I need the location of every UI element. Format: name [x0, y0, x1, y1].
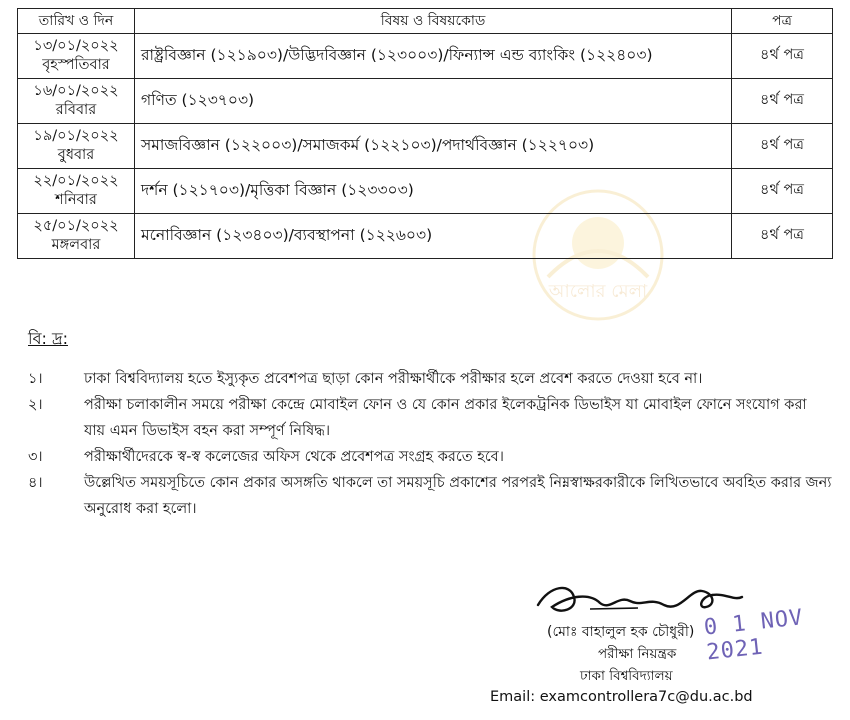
date-text: ১৯/০১/২০২২: [33, 128, 119, 144]
item-text: উল্লেখিত সময়সূচিতে কোন প্রকার অসঙ্গতি থাকলে তা সময়সূচি প্রকাশের পরপরই নিম্নস্বাক্ষরকারীকে লিখিতভাবে অবহিত করার জন্য অনুরোধ করা হলো।: [84, 475, 832, 517]
paper-cell: ৪র্থ পত্র: [732, 79, 833, 124]
date-text: ২২/০১/২০২২: [33, 173, 119, 189]
table-header-row: [18, 9, 833, 34]
date-cell: [18, 214, 135, 259]
header-subject-code: বিষয় ও বিষয়কোড: [135, 9, 732, 34]
notes-title: বি: দ্র:: [28, 329, 68, 348]
paper-cell: ৪র্থ পত্র: [732, 169, 833, 214]
day-text: রবিবার: [55, 102, 97, 118]
list-item: [22, 444, 832, 470]
table-row: [18, 34, 833, 79]
table-row: [18, 214, 833, 259]
paper-cell: ৪র্থ পত্র: [732, 214, 833, 259]
list-item: [22, 366, 832, 392]
signatory-title: পরীক্ষা নিয়ন্ত্রক: [598, 646, 677, 662]
item-text: পরীক্ষার্থীদেরকে স্ব-স্ব কলেজের অফিস থেকে প্রবেশপত্র সংগ্রহ করতে হবে।: [84, 449, 504, 465]
item-number: ১।: [28, 371, 43, 387]
subject-cell: মনোবিজ্ঞান (১২৩৪০৩)/ব্যবস্থাপনা (১২২৬০৩): [135, 214, 732, 259]
subject-cell: সমাজবিজ্ঞান (১২২০০৩)/সমাজকর্ম (১২২১০৩)/পদার্থবিজ্ঞান (১২২৭০৩): [135, 124, 732, 169]
table-row: [18, 79, 833, 124]
watermark-text: আলোর মেলা: [548, 281, 648, 302]
day-text: শনিবার: [55, 192, 97, 208]
list-item: [22, 470, 832, 522]
date-text: ১৩/০১/২০২২: [33, 38, 119, 54]
day-text: মঙ্গলবার: [51, 237, 101, 253]
item-text: পরীক্ষা চলাকালীন সময়ে পরীক্ষা কেন্দ্রে মোবাইল ফোন ও যে কোন প্রকার ইলেকট্রনিক ডিভাইস যা মোবাইল ফোনে সংযোগ করা যায় এমন ডিভাইস বহন করা সম্পূর্ণ নিষিদ্ধ।: [84, 397, 807, 439]
item-text: ঢাকা বিশ্ববিদ্যালয় হতে ইস্যুকৃত প্রবেশপত্র ছাড়া কোন পরীক্ষার্থীকে পরীক্ষার হলে প্রবেশ করতে দেওয়া হবে না।: [84, 371, 703, 387]
table-row: [18, 124, 833, 169]
header-paper: পত্র: [732, 9, 833, 34]
subject-cell: রাষ্ট্রবিজ্ঞান (১২১৯০৩)/উদ্ভিদবিজ্ঞান (১২৩০০৩)/ফিন্যান্স এন্ড ব্যাংকিং (১২২৪০৩): [135, 34, 732, 79]
day-text: বুধবার: [57, 147, 95, 163]
list-item: [22, 392, 832, 444]
date-text: ২৫/০১/২০২২: [33, 218, 119, 234]
paper-cell: ৪র্থ পত্র: [732, 124, 833, 169]
date-cell: [18, 34, 135, 79]
exam-schedule-table: [17, 8, 833, 259]
header-date-day: তারিখ ও দিন: [18, 9, 135, 34]
signatory-university: ঢাকা বিশ্ববিদ্যালয়: [580, 668, 673, 684]
table-row: [18, 169, 833, 214]
paper-cell: ৪র্থ পত্র: [732, 34, 833, 79]
date-stamp: 0 1 NOV 2021: [702, 605, 805, 666]
date-cell: [18, 124, 135, 169]
item-number: ৪।: [28, 475, 43, 491]
signatory-name: (মোঃ বাহালুল হক চৌধুরী): [547, 624, 695, 640]
notes-list: [22, 366, 832, 522]
contact-email: Email: examcontrollera7c@du.ac.bd: [490, 689, 753, 705]
day-text: বৃহস্পতিবার: [42, 57, 110, 73]
subject-cell: গণিত (১২৩৭০৩): [135, 79, 732, 124]
date-text: ১৬/০১/২০২২: [33, 83, 119, 99]
subject-cell: দর্শন (১২১৭০৩)/মৃত্তিকা বিজ্ঞান (১২৩৩০৩): [135, 169, 732, 214]
item-number: ২।: [28, 397, 43, 413]
date-cell: [18, 79, 135, 124]
date-cell: [18, 169, 135, 214]
item-number: ৩।: [28, 449, 43, 465]
